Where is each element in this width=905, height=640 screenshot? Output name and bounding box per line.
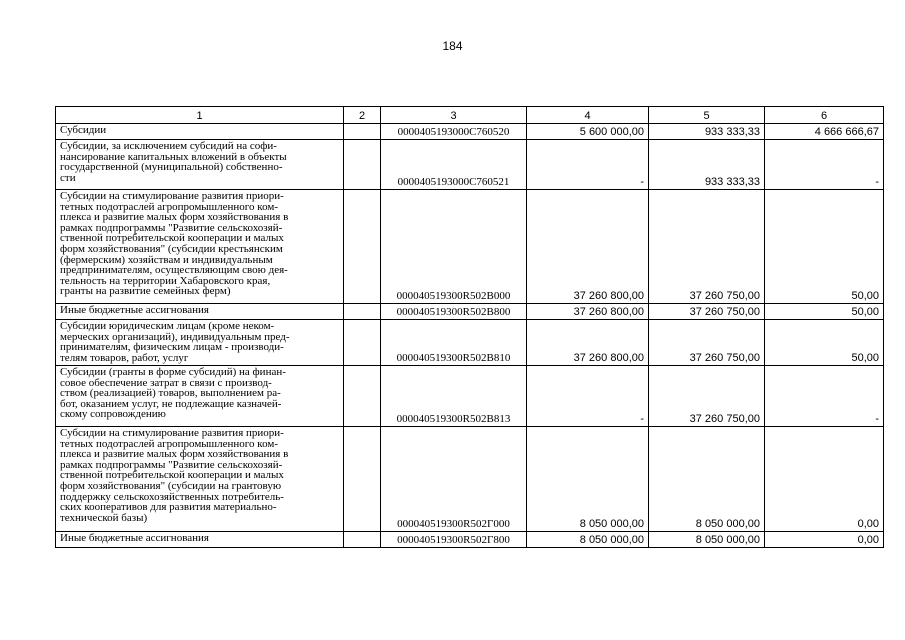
page-number: 184 <box>442 39 463 53</box>
row-value-4: 5 600 000,00 <box>527 124 649 140</box>
budget-table <box>55 106 884 548</box>
row-value-6: 0,00 <box>765 427 884 532</box>
row-value-5: 37 260 750,00 <box>649 304 765 320</box>
table-row <box>56 427 884 532</box>
row-code: 000040519300R502В813 <box>381 366 527 427</box>
table-row <box>56 124 884 140</box>
row-value-4: 8 050 000,00 <box>527 532 649 548</box>
row-value-5: 37 260 750,00 <box>649 320 765 366</box>
row-value-4: - <box>527 140 649 190</box>
row-value-5: 933 333,33 <box>649 124 765 140</box>
column-header: 3 <box>381 107 527 124</box>
row-name: Субсидии на стимулирование развития приори- тетных подотраслей агропромышленного ком- плекса и развитие малых форм хозяйствования в рамках подпрограммы "Развитие сельскохозяй- ственной потребительской кооперации и малых форм хозяйствования" (субсидии крестьянским (фермерским) хозяйствам и индивидуальным предпринимателям, осуществляющим свою дея- тельность на территории Хабаровского края, гранты на развитие семейных ферм) <box>56 190 344 304</box>
row-col2 <box>344 190 381 304</box>
table-row <box>56 190 884 304</box>
row-value-4: 37 260 800,00 <box>527 190 649 304</box>
row-code: 000040519300R502В000 <box>381 190 527 304</box>
row-value-6: 50,00 <box>765 320 884 366</box>
row-col2 <box>344 427 381 532</box>
row-code: 0000405193000С760520 <box>381 124 527 140</box>
row-col2 <box>344 532 381 548</box>
row-value-4: - <box>527 366 649 427</box>
table-row <box>56 140 884 190</box>
row-value-5: 8 050 000,00 <box>649 427 765 532</box>
row-value-5: 933 333,33 <box>649 140 765 190</box>
row-value-5: 8 050 000,00 <box>649 532 765 548</box>
row-name: Субсидии (гранты в форме субсидий) на финан- совое обеспечение затрат в связи с производ- ством (реализацией) товаров, выполнением ра- бот, оказанием услуг, не подлежащие казначей- скому сопровождению <box>56 366 344 427</box>
row-value-5: 37 260 750,00 <box>649 366 765 427</box>
column-header: 1 <box>56 107 344 124</box>
row-value-6: 50,00 <box>765 190 884 304</box>
row-value-6: 50,00 <box>765 304 884 320</box>
row-code: 000040519300R502Г000 <box>381 427 527 532</box>
column-header: 4 <box>527 107 649 124</box>
row-name: Субсидии <box>56 124 344 140</box>
table-row <box>56 532 884 548</box>
row-value-5: 37 260 750,00 <box>649 190 765 304</box>
column-header: 6 <box>765 107 884 124</box>
row-value-4: 37 260 800,00 <box>527 304 649 320</box>
table-row <box>56 320 884 366</box>
row-col2 <box>344 304 381 320</box>
row-value-6: - <box>765 140 884 190</box>
row-name: Субсидии юридическим лицам (кроме неком- мерческих организаций), индивидуальным пред- принимателям, физическим лицам - производи- телям товаров, работ, услуг <box>56 320 344 366</box>
row-value-6: 4 666 666,67 <box>765 124 884 140</box>
row-value-6: - <box>765 366 884 427</box>
row-value-4: 37 260 800,00 <box>527 320 649 366</box>
row-code: 000040519300R502В800 <box>381 304 527 320</box>
row-value-4: 8 050 000,00 <box>527 427 649 532</box>
column-header: 2 <box>344 107 381 124</box>
row-code: 0000405193000С760521 <box>381 140 527 190</box>
row-name: Субсидии на стимулирование развития приори- тетных подотраслей агропромышленного ком- плекса и развитие малых форм хозяйствования в рамках подпрограммы "Развитие сельскохозяй- ственной потребительской кооперации и малых форм хозяйствования" (субсидии на грантовую поддержку сельскохозяйственных потребитель- ских кооперативов для развития материально- технической базы) <box>56 427 344 532</box>
row-col2 <box>344 320 381 366</box>
row-col2 <box>344 366 381 427</box>
table-header-row <box>56 107 884 124</box>
row-name: Иные бюджетные ассигнования <box>56 304 344 320</box>
row-col2 <box>344 140 381 190</box>
table-row <box>56 304 884 320</box>
row-code: 000040519300R502Г800 <box>381 532 527 548</box>
row-name: Иные бюджетные ассигнования <box>56 532 344 548</box>
row-col2 <box>344 124 381 140</box>
row-value-6: 0,00 <box>765 532 884 548</box>
column-header: 5 <box>649 107 765 124</box>
row-name: Субсидии, за исключением субсидий на софи- нансирование капитальных вложений в объекты государственной (муниципальной) собственно- сти <box>56 140 344 190</box>
table-row <box>56 366 884 427</box>
row-code: 000040519300R502В810 <box>381 320 527 366</box>
